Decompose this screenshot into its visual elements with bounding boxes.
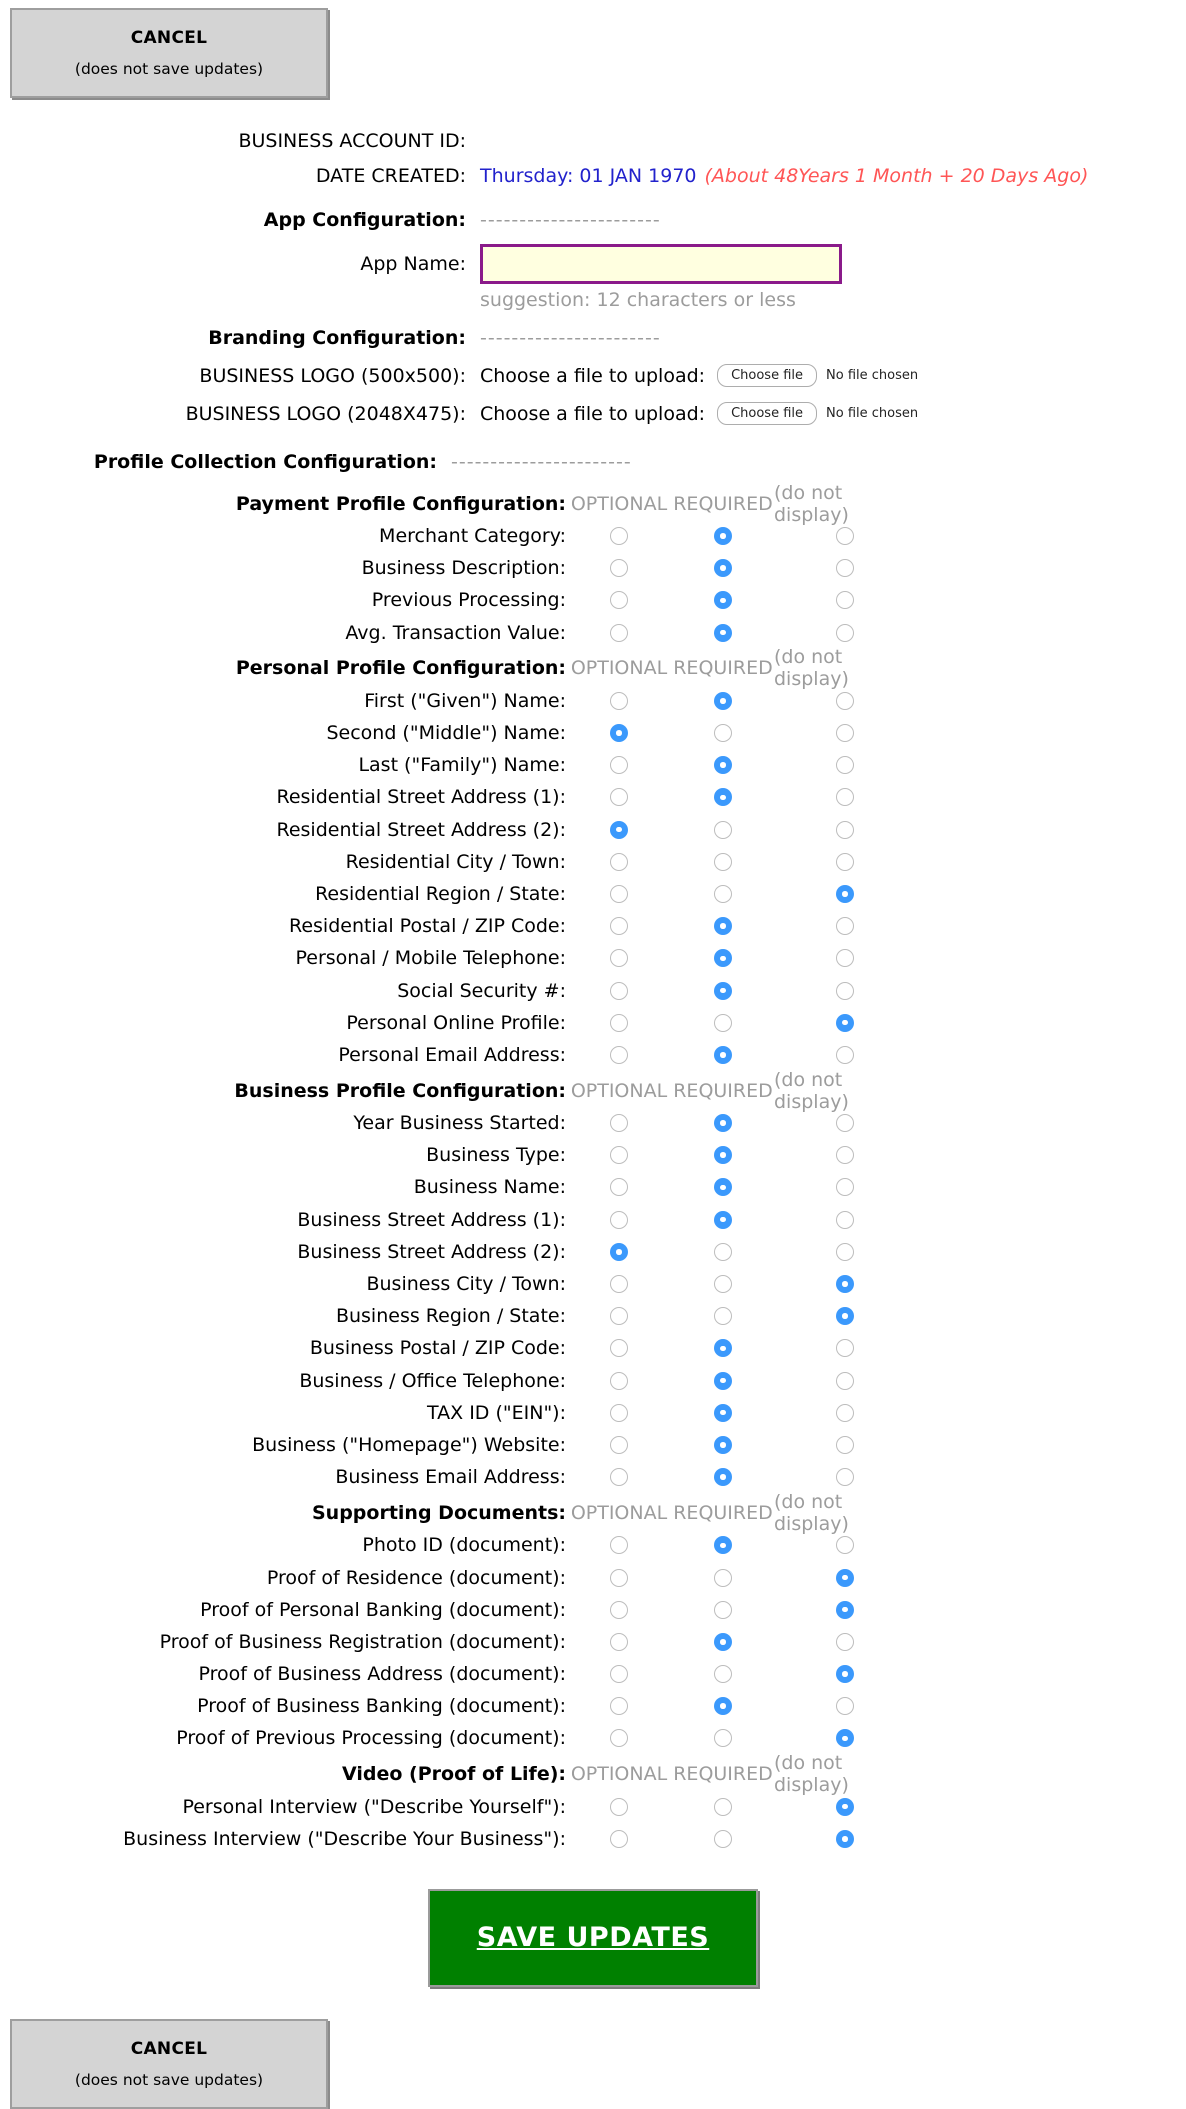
row-label-business-street-address-2: Business Street Address (2): bbox=[297, 1240, 566, 1263]
column-header-required: REQUIRED bbox=[673, 657, 773, 680]
radio-row bbox=[0, 1397, 1186, 1429]
radio-business-interview-describe-your-business-hide[interactable] bbox=[836, 1830, 854, 1848]
radio-personal-mobile-telephone-required[interactable] bbox=[714, 949, 732, 967]
radio-second-middle-name-optional[interactable] bbox=[610, 724, 628, 742]
radio-proof-of-residence-document-hide[interactable] bbox=[836, 1569, 854, 1587]
radio-row bbox=[0, 1561, 1186, 1593]
save-updates-label: SAVE UPDATES bbox=[476, 1922, 710, 1954]
radio-residential-postal-zip-code-required[interactable] bbox=[714, 917, 732, 935]
radio-row bbox=[0, 1626, 1186, 1658]
row-label-avg-transaction-value: Avg. Transaction Value: bbox=[345, 621, 566, 644]
radio-personal-online-profile-hide[interactable] bbox=[836, 1014, 854, 1032]
row-label-year-business-started: Year Business Started: bbox=[353, 1112, 566, 1135]
radio-tax-id-ein-optional[interactable] bbox=[610, 1404, 628, 1422]
radio-merchant-category-required[interactable] bbox=[714, 527, 732, 545]
file-status: No file chosen bbox=[826, 368, 919, 383]
radio-merchant-category-hide[interactable] bbox=[836, 527, 854, 545]
business-logo-row bbox=[0, 364, 1186, 387]
group-title-payment-profile-configuration: Payment Profile Configuration: bbox=[235, 492, 566, 515]
row-label-business-street-address-1: Business Street Address (1): bbox=[297, 1208, 566, 1231]
radio-proof-of-business-registration-document-required[interactable] bbox=[714, 1633, 732, 1651]
row-label-social-security: Social Security #: bbox=[397, 979, 566, 1002]
column-header-required: REQUIRED bbox=[673, 1079, 773, 1102]
radio-business-postal-zip-code-hide[interactable] bbox=[836, 1339, 854, 1357]
radio-row bbox=[0, 1429, 1186, 1461]
column-header-do-not-display: (do not display) bbox=[774, 1490, 849, 1535]
row-label-residential-postal-zip-code: Residential Postal / ZIP Code: bbox=[288, 915, 566, 938]
radio-row bbox=[0, 1529, 1186, 1561]
radio-proof-of-personal-banking-document-optional[interactable] bbox=[610, 1601, 628, 1619]
radio-business-street-address-2-hide[interactable] bbox=[836, 1243, 854, 1261]
radio-row bbox=[0, 942, 1186, 974]
radio-residential-city-town-optional[interactable] bbox=[610, 853, 628, 871]
row-label-proof-of-residence-document: Proof of Residence (document): bbox=[266, 1566, 566, 1589]
row-label-residential-street-address-2: Residential Street Address (2): bbox=[276, 818, 566, 841]
profile-collection-dashes: ----------------------- bbox=[451, 451, 632, 473]
cancel-button-label: CANCEL bbox=[130, 28, 208, 48]
radio-business-region-state-required[interactable] bbox=[714, 1307, 732, 1325]
radio-proof-of-previous-processing-document-optional[interactable] bbox=[610, 1729, 628, 1747]
radio-previous-processing-hide[interactable] bbox=[836, 591, 854, 609]
column-header-required: REQUIRED bbox=[673, 1501, 773, 1524]
file-upload-prompt: Choose a file to upload: bbox=[480, 364, 706, 387]
choose-file-button-business-logo-2048x475[interactable]: Choose file bbox=[717, 402, 817, 425]
radio-row bbox=[0, 878, 1186, 910]
row-label-business-interview-describe-your-business: Business Interview ("Describe Your Business"): bbox=[123, 1827, 566, 1850]
radio-business-postal-zip-code-required[interactable] bbox=[714, 1339, 732, 1357]
radio-second-middle-name-required[interactable] bbox=[714, 724, 732, 742]
business-account-id-label: BUSINESS ACCOUNT ID: bbox=[238, 130, 466, 152]
radio-first-given-name-optional[interactable] bbox=[610, 692, 628, 710]
radio-personal-email-address-hide[interactable] bbox=[836, 1046, 854, 1064]
row-label-business-email-address: Business Email Address: bbox=[335, 1466, 566, 1489]
radio-proof-of-previous-processing-document-required[interactable] bbox=[714, 1729, 732, 1747]
radio-row bbox=[0, 1690, 1186, 1722]
radio-business-office-telephone-optional[interactable] bbox=[610, 1372, 628, 1390]
radio-residential-region-state-required[interactable] bbox=[714, 885, 732, 903]
radio-proof-of-personal-banking-document-required[interactable] bbox=[714, 1601, 732, 1619]
cancel-button-sublabel: (does not save updates) bbox=[74, 2070, 264, 2089]
file-status: No file chosen bbox=[826, 406, 919, 421]
radio-personal-mobile-telephone-optional[interactable] bbox=[610, 949, 628, 967]
row-label-proof-of-business-registration-document: Proof of Business Registration (document): bbox=[159, 1630, 566, 1653]
radio-last-family-name-required[interactable] bbox=[714, 756, 732, 774]
app-name-label: App Name: bbox=[360, 253, 466, 275]
radio-row bbox=[0, 1332, 1186, 1364]
radio-business-email-address-required[interactable] bbox=[714, 1468, 732, 1486]
row-label-business-type: Business Type: bbox=[426, 1144, 566, 1167]
app-name-input[interactable] bbox=[480, 244, 842, 284]
row-label-merchant-category: Merchant Category: bbox=[379, 525, 566, 548]
radio-row bbox=[0, 1007, 1186, 1039]
radio-business-name-required[interactable] bbox=[714, 1178, 732, 1196]
radio-second-middle-name-hide[interactable] bbox=[836, 724, 854, 742]
radio-row bbox=[0, 781, 1186, 813]
radio-row bbox=[0, 1204, 1186, 1236]
row-label-business-city-town: Business City / Town: bbox=[366, 1273, 566, 1296]
radio-proof-of-business-address-document-hide[interactable] bbox=[836, 1665, 854, 1683]
radio-row bbox=[0, 910, 1186, 942]
radio-business-type-required[interactable] bbox=[714, 1146, 732, 1164]
radio-business-city-town-optional[interactable] bbox=[610, 1275, 628, 1293]
radio-social-security-optional[interactable] bbox=[610, 982, 628, 1000]
radio-row bbox=[0, 1722, 1186, 1754]
column-header-optional: OPTIONAL bbox=[570, 1501, 668, 1524]
row-label-residential-region-state: Residential Region / State: bbox=[315, 882, 566, 905]
radio-business-interview-describe-your-business-required[interactable] bbox=[714, 1830, 732, 1848]
radio-first-given-name-required[interactable] bbox=[714, 692, 732, 710]
radio-row bbox=[0, 1171, 1186, 1203]
column-header-required: REQUIRED bbox=[673, 1763, 773, 1786]
row-label-proof-of-previous-processing-document: Proof of Previous Processing (document): bbox=[176, 1727, 566, 1750]
radio-row bbox=[0, 749, 1186, 781]
radio-year-business-started-optional[interactable] bbox=[610, 1114, 628, 1132]
radio-personal-interview-describe-yourself-required[interactable] bbox=[714, 1798, 732, 1816]
cancel-button-bottom[interactable] bbox=[10, 2019, 328, 2109]
radio-business-region-state-optional[interactable] bbox=[610, 1307, 628, 1325]
branding-configuration-dashes: ----------------------- bbox=[480, 327, 661, 349]
radio-row bbox=[0, 1658, 1186, 1690]
radio-photo-id-document-hide[interactable] bbox=[836, 1536, 854, 1554]
radio-residential-street-address-1-optional[interactable] bbox=[610, 788, 628, 806]
radio-photo-id-document-required[interactable] bbox=[714, 1536, 732, 1554]
radio-business-street-address-1-required[interactable] bbox=[714, 1211, 732, 1229]
row-label-business-region-state: Business Region / State: bbox=[335, 1305, 566, 1328]
group-header-row bbox=[0, 1068, 1186, 1113]
column-header-do-not-display: (do not display) bbox=[774, 481, 849, 526]
radio-proof-of-business-address-document-required[interactable] bbox=[714, 1665, 732, 1683]
row-label-residential-city-town: Residential City / Town: bbox=[345, 850, 566, 873]
radio-proof-of-business-banking-document-required[interactable] bbox=[714, 1697, 732, 1715]
branding-rows bbox=[0, 364, 1186, 425]
radio-business-name-optional[interactable] bbox=[610, 1178, 628, 1196]
radio-residential-postal-zip-code-hide[interactable] bbox=[836, 917, 854, 935]
row-label-business-postal-zip-code: Business Postal / ZIP Code: bbox=[309, 1337, 566, 1360]
radio-personal-email-address-required[interactable] bbox=[714, 1046, 732, 1064]
radio-proof-of-business-address-document-optional[interactable] bbox=[610, 1665, 628, 1683]
radio-row bbox=[0, 1791, 1186, 1823]
radio-row bbox=[0, 1300, 1186, 1332]
cancel-button-top[interactable] bbox=[10, 8, 328, 98]
radio-row bbox=[0, 1268, 1186, 1300]
radio-residential-street-address-2-optional[interactable] bbox=[610, 821, 628, 839]
radio-residential-street-address-1-required[interactable] bbox=[714, 788, 732, 806]
radio-photo-id-document-optional[interactable] bbox=[610, 1536, 628, 1554]
radio-business-homepage-website-required[interactable] bbox=[714, 1436, 732, 1454]
row-label-proof-of-business-banking-document: Proof of Business Banking (document): bbox=[197, 1695, 566, 1718]
radio-merchant-category-optional[interactable] bbox=[610, 527, 628, 545]
radio-year-business-started-hide[interactable] bbox=[836, 1114, 854, 1132]
column-header-optional: OPTIONAL bbox=[570, 1079, 668, 1102]
row-label-personal-mobile-telephone: Personal / Mobile Telephone: bbox=[295, 947, 566, 970]
radio-row bbox=[0, 1461, 1186, 1493]
group-title-video-proof-of-life: Video (Proof of Life): bbox=[342, 1763, 566, 1786]
group-title-personal-profile-configuration: Personal Profile Configuration: bbox=[235, 657, 566, 680]
radio-business-city-town-required[interactable] bbox=[714, 1275, 732, 1293]
column-header-optional: OPTIONAL bbox=[570, 492, 668, 515]
branding-configuration-heading: Branding Configuration: bbox=[208, 327, 466, 349]
radio-row bbox=[0, 1594, 1186, 1626]
row-label-personal-interview-describe-yourself: Personal Interview ("Describe Yourself"): bbox=[182, 1795, 566, 1818]
app-configuration-heading: App Configuration: bbox=[263, 209, 466, 231]
radio-business-homepage-website-hide[interactable] bbox=[836, 1436, 854, 1454]
radio-business-office-telephone-required[interactable] bbox=[714, 1372, 732, 1390]
radio-row bbox=[0, 1039, 1186, 1071]
radio-business-street-address-1-hide[interactable] bbox=[836, 1211, 854, 1229]
radio-proof-of-residence-document-optional[interactable] bbox=[610, 1569, 628, 1587]
radio-personal-interview-describe-yourself-hide[interactable] bbox=[836, 1798, 854, 1816]
radio-row bbox=[0, 552, 1186, 584]
radio-row bbox=[0, 617, 1186, 649]
radio-social-security-required[interactable] bbox=[714, 982, 732, 1000]
radio-residential-city-town-required[interactable] bbox=[714, 853, 732, 871]
radio-personal-interview-describe-yourself-optional[interactable] bbox=[610, 1798, 628, 1816]
radio-proof-of-business-banking-document-optional[interactable] bbox=[610, 1697, 628, 1715]
radio-business-office-telephone-hide[interactable] bbox=[836, 1372, 854, 1390]
business-logo-row bbox=[0, 402, 1186, 425]
radio-business-street-address-1-optional[interactable] bbox=[610, 1211, 628, 1229]
radio-avg-transaction-value-required[interactable] bbox=[714, 624, 732, 642]
radio-tax-id-ein-required[interactable] bbox=[714, 1404, 732, 1422]
radio-previous-processing-optional[interactable] bbox=[610, 591, 628, 609]
cancel-button-label: CANCEL bbox=[130, 2038, 208, 2059]
date-created-label: DATE CREATED: bbox=[315, 165, 466, 187]
row-label-business-office-telephone: Business / Office Telephone: bbox=[299, 1369, 566, 1392]
radio-proof-of-personal-banking-document-hide[interactable] bbox=[836, 1601, 854, 1619]
radio-business-description-hide[interactable] bbox=[836, 559, 854, 577]
radio-avg-transaction-value-optional[interactable] bbox=[610, 624, 628, 642]
group-header-row bbox=[0, 1752, 1186, 1797]
profile-collection-heading: Profile Collection Configuration: bbox=[93, 451, 437, 473]
radio-proof-of-residence-document-required[interactable] bbox=[714, 1569, 732, 1587]
radio-year-business-started-required[interactable] bbox=[714, 1114, 732, 1132]
radio-personal-email-address-optional[interactable] bbox=[610, 1046, 628, 1064]
radio-business-description-required[interactable] bbox=[714, 559, 732, 577]
radio-row bbox=[0, 1823, 1186, 1855]
radio-row bbox=[0, 520, 1186, 552]
radio-proof-of-previous-processing-document-hide[interactable] bbox=[836, 1729, 854, 1747]
radio-proof-of-business-registration-document-hide[interactable] bbox=[836, 1633, 854, 1651]
radio-row bbox=[0, 1365, 1186, 1397]
group-header-row bbox=[0, 1490, 1186, 1535]
cancel-button-sublabel: (does not save updates) bbox=[74, 60, 264, 78]
column-header-do-not-display: (do not display) bbox=[774, 1068, 849, 1113]
radio-residential-street-address-1-hide[interactable] bbox=[836, 788, 854, 806]
group-title-business-profile-configuration: Business Profile Configuration: bbox=[234, 1079, 566, 1102]
group-header-row bbox=[0, 646, 1186, 691]
radio-proof-of-business-registration-document-optional[interactable] bbox=[610, 1633, 628, 1651]
date-created-value: Thursday: 01 JAN 1970 bbox=[480, 165, 697, 187]
group-title-supporting-documents: Supporting Documents: bbox=[312, 1501, 566, 1524]
date-created-relative: (About 48Years 1 Month + 20 Days Ago) bbox=[704, 165, 1089, 187]
radio-last-family-name-hide[interactable] bbox=[836, 756, 854, 774]
radio-residential-postal-zip-code-optional[interactable] bbox=[610, 917, 628, 935]
row-label-tax-id-ein: TAX ID ("EIN"): bbox=[427, 1401, 566, 1424]
radio-business-postal-zip-code-optional[interactable] bbox=[610, 1339, 628, 1357]
radio-business-email-address-optional[interactable] bbox=[610, 1468, 628, 1486]
radio-residential-street-address-2-required[interactable] bbox=[714, 821, 732, 839]
row-label-residential-street-address-1: Residential Street Address (1): bbox=[276, 786, 566, 809]
radio-personal-online-profile-optional[interactable] bbox=[610, 1014, 628, 1032]
radio-row bbox=[0, 1236, 1186, 1268]
radio-residential-city-town-hide[interactable] bbox=[836, 853, 854, 871]
column-header-do-not-display: (do not display) bbox=[774, 1752, 849, 1797]
choose-file-button-business-logo-500x500[interactable]: Choose file bbox=[717, 364, 817, 387]
radio-business-type-optional[interactable] bbox=[610, 1146, 628, 1164]
radio-row bbox=[0, 584, 1186, 616]
row-label-proof-of-business-address-document: Proof of Business Address (document): bbox=[198, 1663, 566, 1686]
radio-business-city-town-hide[interactable] bbox=[836, 1275, 854, 1293]
radio-row bbox=[0, 846, 1186, 878]
radio-last-family-name-optional[interactable] bbox=[610, 756, 628, 774]
radio-first-given-name-hide[interactable] bbox=[836, 692, 854, 710]
radio-row bbox=[0, 814, 1186, 846]
file-upload-prompt: Choose a file to upload: bbox=[480, 402, 706, 425]
column-header-optional: OPTIONAL bbox=[570, 1763, 668, 1786]
radio-business-street-address-2-required[interactable] bbox=[714, 1243, 732, 1261]
row-label-previous-processing: Previous Processing: bbox=[371, 589, 566, 612]
radio-residential-region-state-hide[interactable] bbox=[836, 885, 854, 903]
column-header-do-not-display: (do not display) bbox=[774, 646, 849, 691]
row-label-first-given-name: First ("Given") Name: bbox=[364, 689, 566, 712]
row-label-business-homepage-website: Business ("Homepage") Website: bbox=[252, 1433, 566, 1456]
profile-collection-grid bbox=[0, 481, 1186, 1855]
radio-avg-transaction-value-hide[interactable] bbox=[836, 624, 854, 642]
row-label-photo-id-document: Photo ID (document): bbox=[362, 1534, 566, 1557]
radio-business-region-state-hide[interactable] bbox=[836, 1307, 854, 1325]
radio-business-name-hide[interactable] bbox=[836, 1178, 854, 1196]
app-configuration-dashes: ----------------------- bbox=[480, 209, 661, 231]
row-label-personal-online-profile: Personal Online Profile: bbox=[346, 1011, 566, 1034]
group-header-row bbox=[0, 481, 1186, 526]
radio-row bbox=[0, 974, 1186, 1006]
radio-row bbox=[0, 1107, 1186, 1139]
save-updates-button[interactable] bbox=[428, 1889, 758, 1987]
row-label-business-name: Business Name: bbox=[413, 1176, 566, 1199]
row-label-proof-of-personal-banking-document: Proof of Personal Banking (document): bbox=[200, 1598, 566, 1621]
radio-personal-online-profile-required[interactable] bbox=[714, 1014, 732, 1032]
radio-row bbox=[0, 1139, 1186, 1171]
row-label-personal-email-address: Personal Email Address: bbox=[338, 1043, 566, 1066]
column-header-optional: OPTIONAL bbox=[570, 657, 668, 680]
column-header-required: REQUIRED bbox=[673, 492, 773, 515]
row-label-second-middle-name: Second ("Middle") Name: bbox=[326, 722, 566, 745]
radio-row bbox=[0, 685, 1186, 717]
radio-business-description-optional[interactable] bbox=[610, 559, 628, 577]
radio-previous-processing-required[interactable] bbox=[714, 591, 732, 609]
radio-business-email-address-hide[interactable] bbox=[836, 1468, 854, 1486]
radio-personal-mobile-telephone-hide[interactable] bbox=[836, 949, 854, 967]
row-label-last-family-name: Last ("Family") Name: bbox=[358, 754, 566, 777]
app-name-suggestion: suggestion: 12 characters or less bbox=[480, 289, 796, 311]
radio-residential-region-state-optional[interactable] bbox=[610, 885, 628, 903]
radio-proof-of-business-banking-document-hide[interactable] bbox=[836, 1697, 854, 1715]
radio-tax-id-ein-hide[interactable] bbox=[836, 1404, 854, 1422]
radio-business-street-address-2-optional[interactable] bbox=[610, 1243, 628, 1261]
radio-business-type-hide[interactable] bbox=[836, 1146, 854, 1164]
radio-social-security-hide[interactable] bbox=[836, 982, 854, 1000]
business-logo-label: BUSINESS LOGO (2048X475): bbox=[185, 402, 466, 425]
business-logo-label: BUSINESS LOGO (500x500): bbox=[199, 364, 466, 387]
radio-residential-street-address-2-hide[interactable] bbox=[836, 821, 854, 839]
row-label-business-description: Business Description: bbox=[361, 557, 566, 580]
radio-business-interview-describe-your-business-optional[interactable] bbox=[610, 1830, 628, 1848]
radio-business-homepage-website-optional[interactable] bbox=[610, 1436, 628, 1454]
radio-row bbox=[0, 717, 1186, 749]
